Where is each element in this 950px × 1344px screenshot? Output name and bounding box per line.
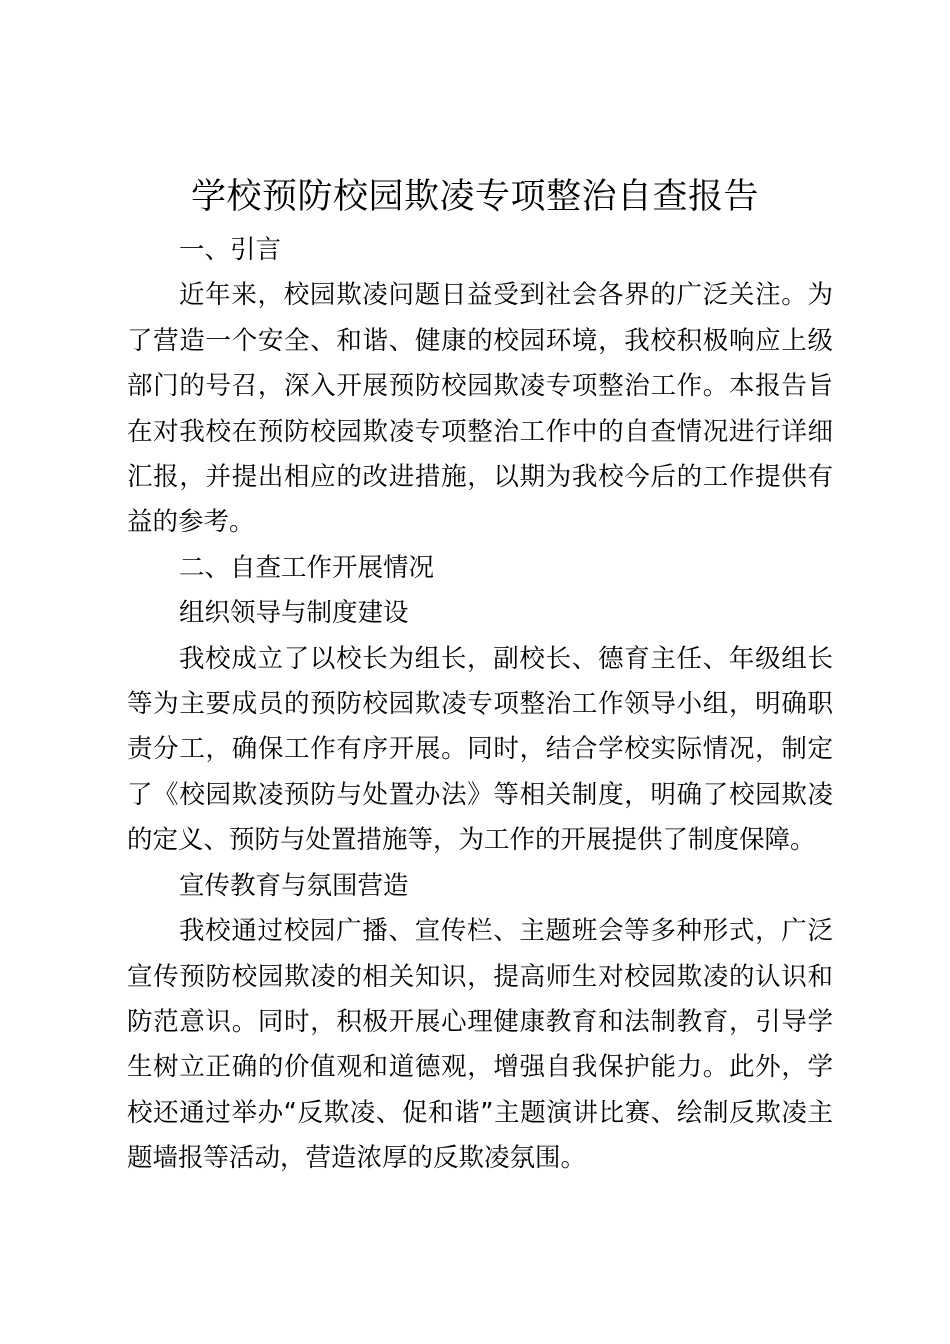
- paragraph-introduction: 近年来，校园欺凌问题日益受到社会各界的广泛关注。为了营造一个安全、和谐、健康的校园环境，我校积极响应上级部门的号召，深入开展预防校园欺凌专项整治工作。本报告旨在对我校在预防校园欺凌专项整治工作中的自查情况进行详细汇报，并提出相应的改进措施，以期为我校今后的工作提供有益的参考。: [127, 280, 833, 538]
- document-body: [127, 228, 833, 1182]
- document-title: 学校预防校园欺凌专项整治自查报告: [190, 177, 759, 217]
- paragraph-publicity: 我校通过校园广播、宣传栏、主题班会等多种形式，广泛宣传预防校园欺凌的相关知识，提高师生对校园欺凌的认识和防范意识。同时，积极开展心理健康教育和法制教育，引导学生树立正确的价值观和道德观，增强自我保护能力。此外，学校还通过举办“反欺凌、促和谐”主题演讲比赛、绘制反欺凌主题墙报等活动，营造浓厚的反欺凌氛围。: [127, 916, 833, 1174]
- subheading-publicity: 宣传教育与氛围营造: [179, 870, 409, 901]
- section-heading-self-inspection: 二、自查工作开展情况: [179, 552, 435, 583]
- section-heading-introduction: 一、引言: [179, 235, 282, 265]
- subheading-organization: 组织领导与制度建设: [179, 598, 409, 629]
- paragraph-organization: 我校成立了以校长为组长，副校长、德育主任、年级组长等为主要成员的预防校园欺凌专项整治工作领导小组，明确职责分工，确保工作有序开展。同时，结合学校实际情况，制定了《校园欺凌预防与处置办法》等相关制度，明确了校园欺凌的定义、预防与处置措施等，为工作的开展提供了制度保障。: [127, 643, 833, 856]
